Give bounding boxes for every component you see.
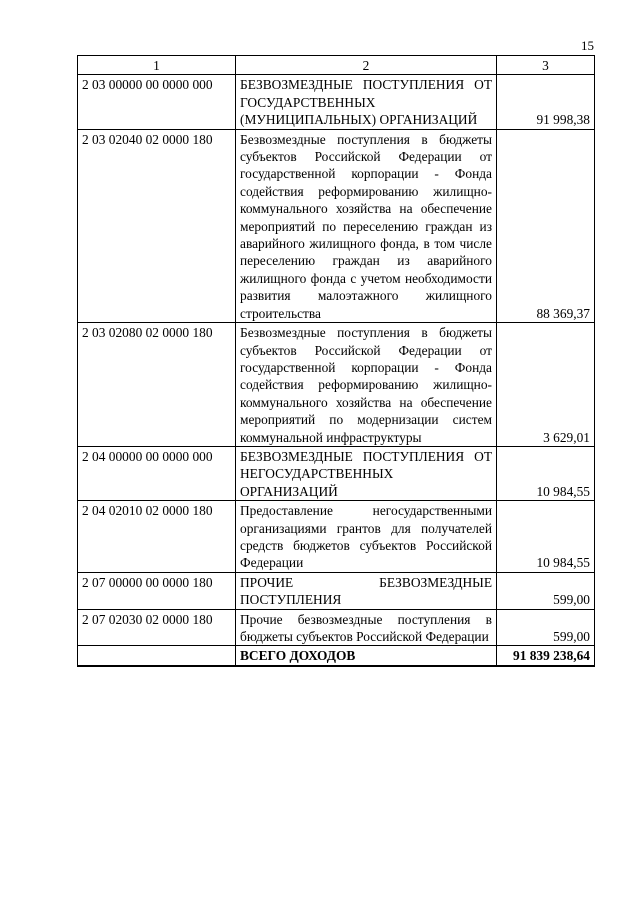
row-name: БЕЗВОЗМЕЗДНЫЕ ПОСТУПЛЕНИЯ ОТ ГОСУДАРСТВЕННЫХ (МУНИЦИПАЛЬНЫХ) ОРГАНИЗАЦИЙ <box>236 75 497 129</box>
row-amount: 88 369,37 <box>497 129 595 322</box>
row-name: Предоставление негосударственными организациями грантов для получателей средств бюджетов субъектов Российской Федерации <box>236 501 497 573</box>
total-amount: 91 839 238,64 <box>497 646 595 666</box>
column-header-1: 1 <box>78 56 236 75</box>
table-row <box>78 129 595 322</box>
total-label: ВСЕГО ДОХОДОВ <box>236 646 497 666</box>
total-row <box>78 646 595 666</box>
table-row <box>78 572 595 609</box>
table-row <box>78 501 595 573</box>
row-name: Безвозмездные поступления в бюджеты субъектов Российской Федерации от государственной корпорации - Фонда содействия реформированию жилищно-коммунального хозяйства на обеспечение мероприятий по модернизации систем коммунальной инфраструктуры <box>236 323 497 447</box>
column-header-2: 2 <box>236 56 497 75</box>
row-name: БЕЗВОЗМЕЗДНЫЕ ПОСТУПЛЕНИЯ ОТ НЕГОСУДАРСТВЕННЫХ ОРГАНИЗАЦИЙ <box>236 446 497 500</box>
revenue-table <box>77 55 595 667</box>
column-header-3: 3 <box>497 56 595 75</box>
table-row <box>78 75 595 129</box>
row-code: 2 03 00000 00 0000 000 <box>78 75 236 129</box>
row-code: 2 04 02010 02 0000 180 <box>78 501 236 573</box>
row-name: Прочие безвозмездные поступления в бюджеты субъектов Российской Федерации <box>236 609 497 646</box>
table-row <box>78 609 595 646</box>
row-code: 2 03 02080 02 0000 180 <box>78 323 236 447</box>
row-name: Безвозмездные поступления в бюджеты субъектов Российской Федерации от государственной корпорации - Фонда содействия реформированию жилищно-коммунального хозяйства на обеспечение мероприятий по переселению граждан из аварийного жилищного фонда, в том числе переселению граждан из аварийного жилищного фонда с учетом необходимости развития малоэтажного жилищного строительства <box>236 129 497 322</box>
row-amount: 10 984,55 <box>497 501 595 573</box>
row-code: 2 07 02030 02 0000 180 <box>78 609 236 646</box>
row-code: 2 04 00000 00 0000 000 <box>78 446 236 500</box>
row-code: 2 07 00000 00 0000 180 <box>78 572 236 609</box>
table-header-row <box>78 56 595 75</box>
row-amount: 599,00 <box>497 572 595 609</box>
page-number: 15 <box>581 38 594 53</box>
row-amount: 91 998,38 <box>497 75 595 129</box>
row-amount: 10 984,55 <box>497 446 595 500</box>
row-name: ПРОЧИЕ БЕЗВОЗМЕЗДНЫЕ ПОСТУПЛЕНИЯ <box>236 572 497 609</box>
total-code <box>78 646 236 666</box>
row-amount: 599,00 <box>497 609 595 646</box>
row-amount: 3 629,01 <box>497 323 595 447</box>
table-row <box>78 323 595 447</box>
row-code: 2 03 02040 02 0000 180 <box>78 129 236 322</box>
table-row <box>78 446 595 500</box>
